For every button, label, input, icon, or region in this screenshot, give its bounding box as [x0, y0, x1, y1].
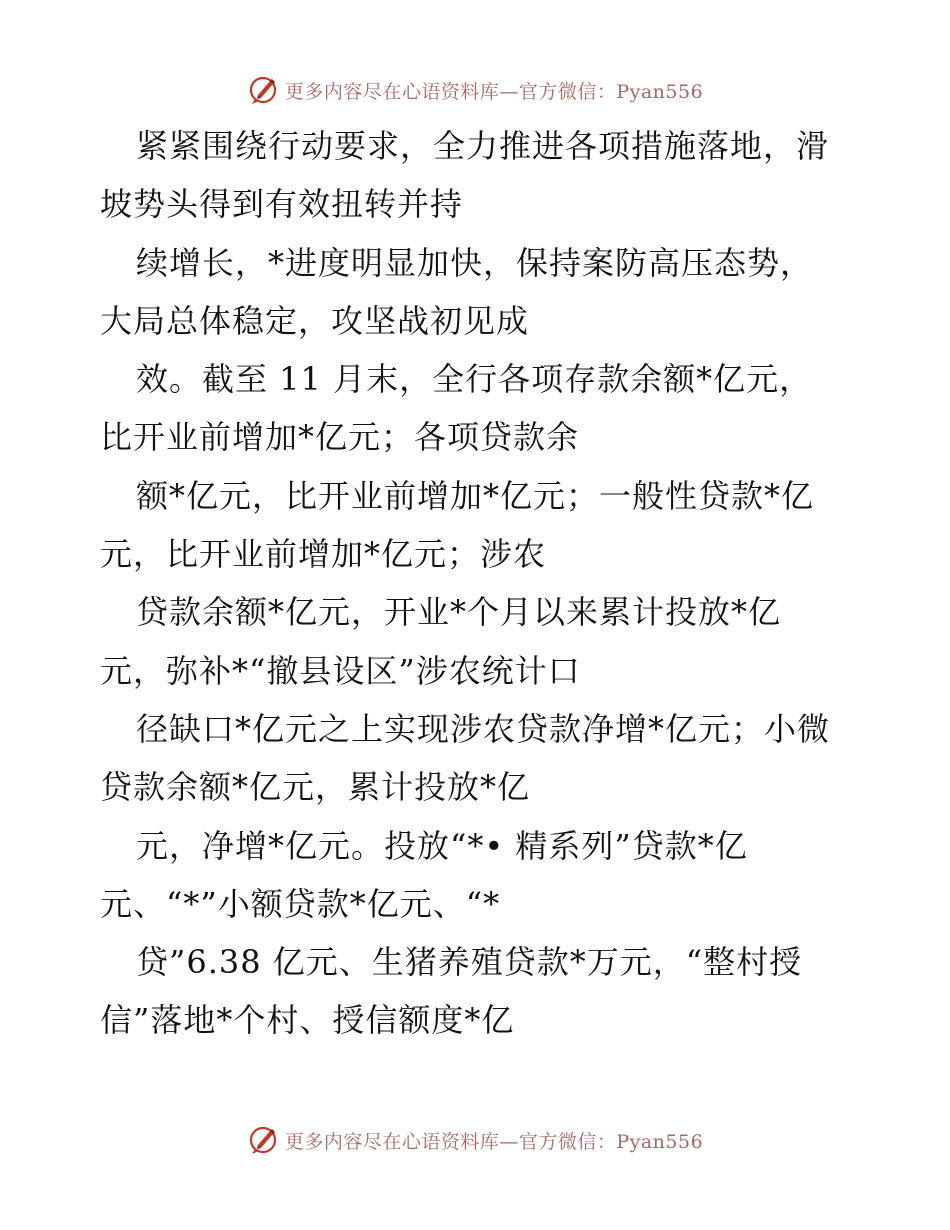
footer-banner-text: 更多内容尽在心语资料库—官方微信：Pyan556: [284, 1130, 704, 1153]
text-line: 信”落地*个村、授信额度*亿: [100, 1001, 515, 1040]
header-banner-text: 更多内容尽在心语资料库—官方微信：Pyan556: [284, 80, 704, 103]
text-line: 续增长，*进度明显加快，保持案防高压态势，: [136, 243, 814, 282]
page-footer: [0, 1120, 950, 1160]
text-line: 元、“*”小额贷款*亿元、“*: [100, 884, 501, 923]
footer-banner: [247, 1120, 703, 1160]
text-line: 贷款余额*亿元，开业*个月以来累计投放*亿: [136, 593, 782, 632]
text-line: 大局总体稳定，攻坚战初见成: [100, 301, 530, 340]
speech-bubble-pen-logo-icon: [247, 73, 281, 107]
text-line: 元，弥补*“撤县设区”涉农统计口: [100, 651, 581, 690]
text-line: 径缺口*亿元之上实现涉农贷款净增*亿元；小微: [136, 709, 831, 748]
text-line: 紧紧围绕行动要求，全力推进各项措施落地，滑: [136, 127, 830, 165]
text-line: 比开业前增加*亿元；各项贷款余: [100, 418, 580, 457]
text-line: 贷”6.38 亿元、生猪养殖贷款*万元，“整村授: [136, 943, 803, 982]
text-line: 元，比开业前增加*亿元；涉农: [100, 535, 547, 574]
page-header: [0, 70, 950, 110]
text-line: 元，净增*亿元。投放“*• 精系列”贷款*亿: [136, 826, 748, 865]
text-line: 贷款余额*亿元，累计投放*亿: [100, 768, 531, 807]
header-banner: [247, 70, 703, 110]
text-line: 效。截至 11 月末，全行各项存款余额*亿元，: [136, 360, 813, 399]
body-text: [100, 117, 860, 1050]
speech-bubble-pen-logo-icon: [247, 1123, 281, 1157]
text-line: 额*亿元，比开业前增加*亿元；一般性贷款*亿: [136, 476, 815, 515]
text-line: 坡势头得到有效扭转并持: [100, 185, 464, 224]
